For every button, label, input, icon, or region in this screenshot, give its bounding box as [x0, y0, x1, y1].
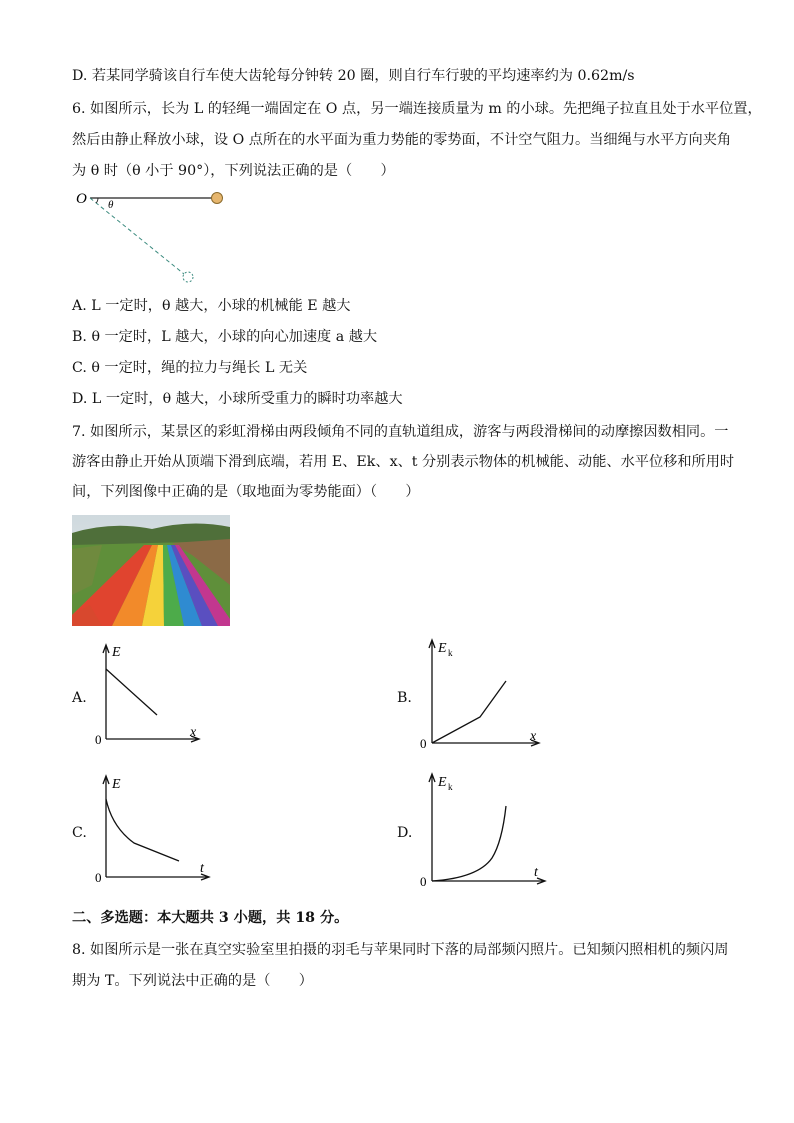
graph-a	[90, 642, 210, 752]
graph-c-y-label: E	[112, 777, 121, 792]
q6-option-b: B. θ 一定时，L 越大，小球的向心加速度 a 越大	[72, 329, 378, 345]
graph-b	[418, 634, 548, 754]
graph-d	[418, 768, 553, 892]
graph-c-x-label: t	[200, 861, 204, 876]
rainbow-slide-photo	[72, 515, 230, 626]
graph-a-option-label: A.	[72, 690, 87, 706]
q8-stem-line1: 8. 如图所示是一张在真空实验室里拍摄的羽毛与苹果同时下落的局部频闪照片。已知频闪照相机的频闪周	[72, 942, 729, 958]
graph-c	[90, 772, 215, 888]
q7-stem-line1: 7. 如图所示，某景区的彩虹滑梯由两段倾角不同的直轨道组成，游客与两段滑梯间的动摩擦因数相同。一	[72, 424, 729, 440]
q6-stem-line3: 为 θ 时（θ 小于 90°），下列说法正确的是（ ）	[72, 163, 395, 179]
graph-d-x-label: t	[534, 865, 538, 880]
graph-c-option-label: C.	[72, 825, 87, 841]
graph-d-curve	[432, 806, 506, 881]
dashed-rope	[90, 198, 184, 274]
q6-option-a: A. L 一定时，θ 越大，小球的机械能 E 越大	[72, 298, 351, 314]
graph-d-y-label: E	[438, 775, 447, 790]
q5-option-d: D. 若某同学骑该自行车使大齿轮每分钟转 20 圈，则自行车行驶的平均速率约为 0.62m/s	[72, 68, 635, 84]
q6-pendulum-figure	[70, 186, 240, 286]
q7-stem-line3: 间，下列图像中正确的是（取地面为零势能面）（ ）	[72, 484, 420, 500]
origin-label: O	[76, 191, 87, 207]
section-2-heading: 二、多选题：本大题共 3 小题，共 18 分。	[72, 910, 349, 926]
graph-b-origin: 0	[420, 736, 427, 751]
angle-label: θ	[108, 199, 114, 211]
graph-c-curve	[106, 799, 179, 861]
graph-a-curve	[106, 669, 157, 715]
graph-d-y-label-sub: k	[448, 782, 453, 792]
q8-stem-line2: 期为 T。下列说法中正确的是（ ）	[72, 973, 313, 989]
graph-a-x-label: x	[190, 725, 197, 740]
graph-b-y-label: E	[438, 641, 447, 656]
graph-b-y-label-sub: k	[448, 648, 453, 658]
graph-a-origin: 0	[95, 732, 102, 747]
ball-icon	[212, 193, 223, 204]
q6-option-c: C. θ 一定时，绳的拉力与绳长 L 无关	[72, 360, 308, 376]
graph-d-origin: 0	[420, 874, 427, 889]
q7-stem-line2: 游客由静止开始从顶端下滑到底端，若用 E、Ek、x、t 分别表示物体的机械能、动能、水平位移和所用时	[72, 454, 735, 470]
q6-option-d: D. L 一定时，θ 越大，小球所受重力的瞬时功率越大	[72, 391, 403, 407]
graph-b-option-label: B.	[397, 690, 412, 706]
angle-arc	[96, 198, 98, 203]
graph-a-y-label: E	[112, 645, 121, 660]
q6-stem-line1: 6. 如图所示，长为 L 的轻绳一端固定在 O 点，另一端连接质量为 m 的小球。先把绳子拉直且处于水平位置，	[72, 101, 762, 117]
graph-b-x-label: x	[530, 729, 537, 744]
q6-stem-line2: 然后由静止释放小球，设 O 点所在的水平面为重力势能的零势面，不计空气阻力。当细绳与水平方向夹角	[72, 132, 732, 148]
graph-c-origin: 0	[95, 870, 102, 885]
dashed-ball-icon	[183, 272, 193, 282]
graph-b-curve	[432, 681, 506, 743]
graph-d-option-label: D.	[397, 825, 413, 841]
